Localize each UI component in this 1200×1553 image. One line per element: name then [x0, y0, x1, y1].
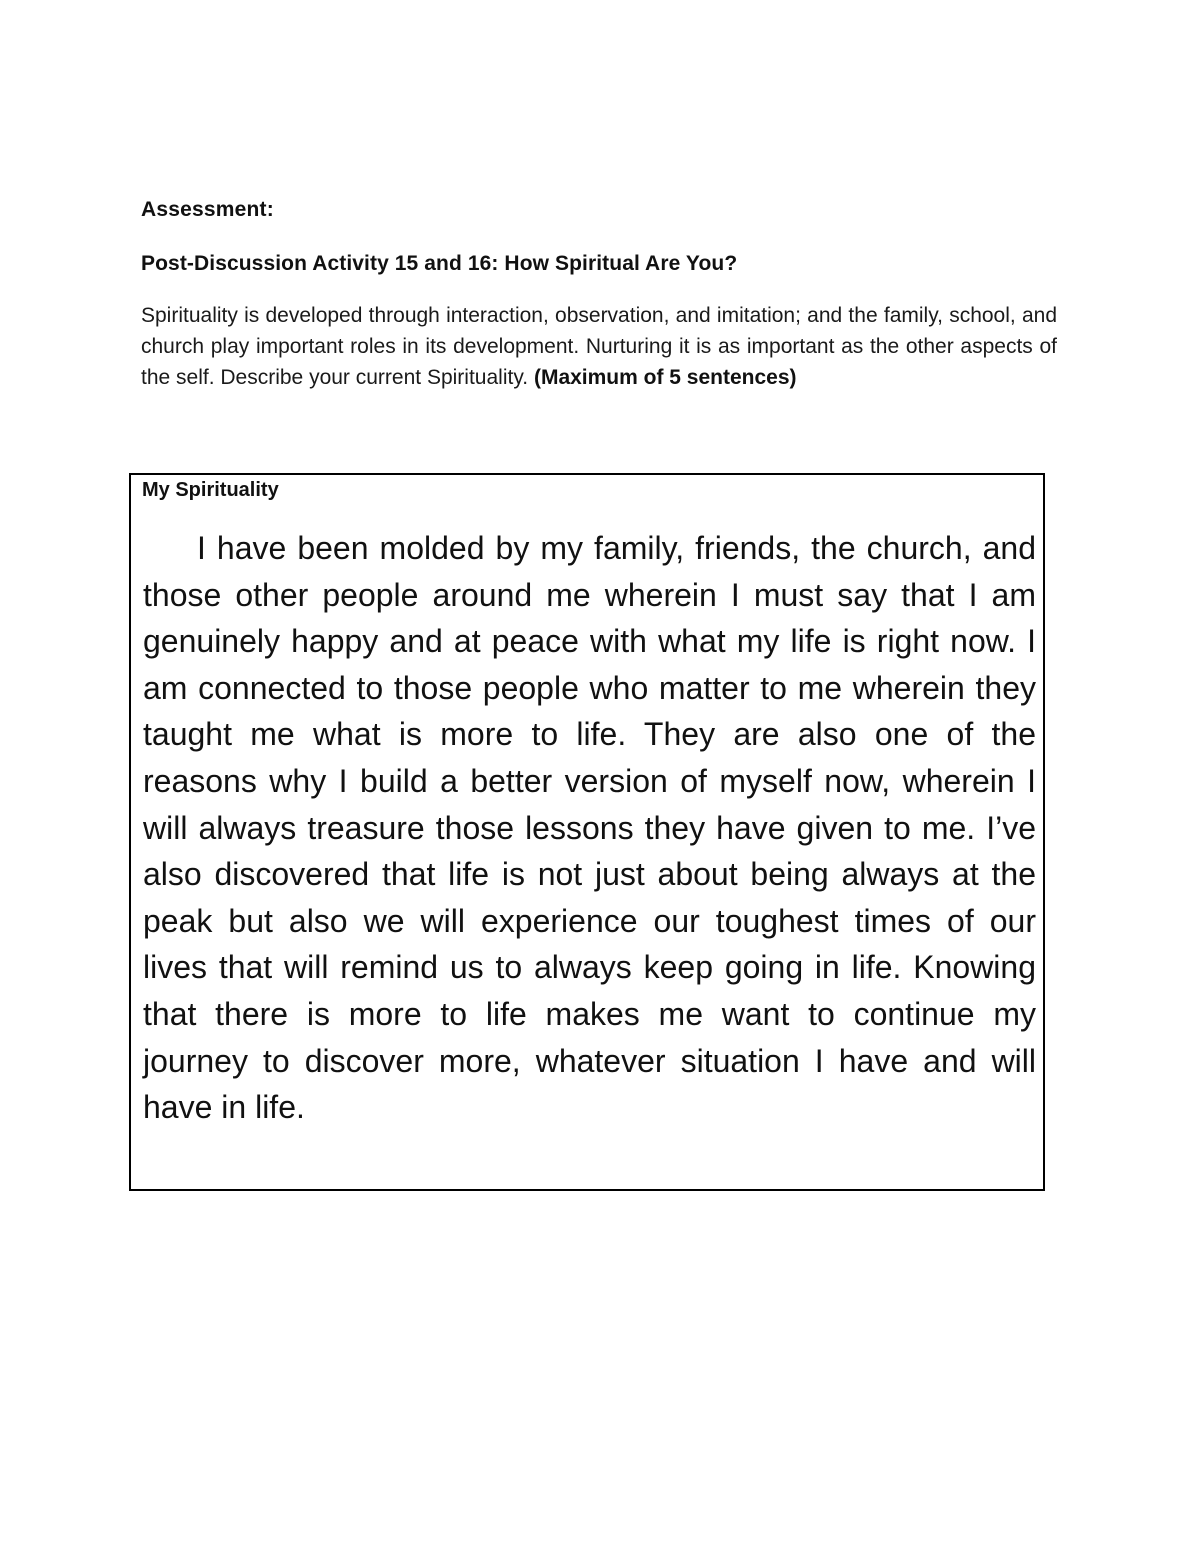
instructions-text: Spirituality is developed through interaction, observation, and imitation; and the family, school, and church play important roles in its development. Nurturing it is as important as the other aspects of the self. Describe your current Spirituality. — [141, 304, 1057, 389]
instructions-emphasis: (Maximum of 5 sentences) — [533, 366, 797, 389]
answer-box-title: My Spirituality — [142, 479, 279, 501]
answer-text: I have been molded by my family, friends, the church, and those other people around me wherein I must say that I am genuinely happy and at peace with what my life is right now. I am connected to those people who matter to me wherein they taught me what is more to life. They are also one of the reasons why I build a better version of myself now, wherein I will always treasure those lessons they have given to me. I’ve also discovered that life is not just about being always at the peak but also we will experience our toughest times of our lives that will remind us to always keep going in life. Knowing that there is more to life makes me want to continue my journey to discover more, whatever situation I have and will have in life. — [143, 530, 1036, 1126]
assessment-heading: Assessment: — [141, 198, 274, 221]
instructions-paragraph — [141, 300, 1057, 393]
answer-box — [129, 473, 1045, 1191]
activity-title: Post-Discussion Activity 15 and 16: How Spiritual Are You? — [141, 252, 738, 275]
